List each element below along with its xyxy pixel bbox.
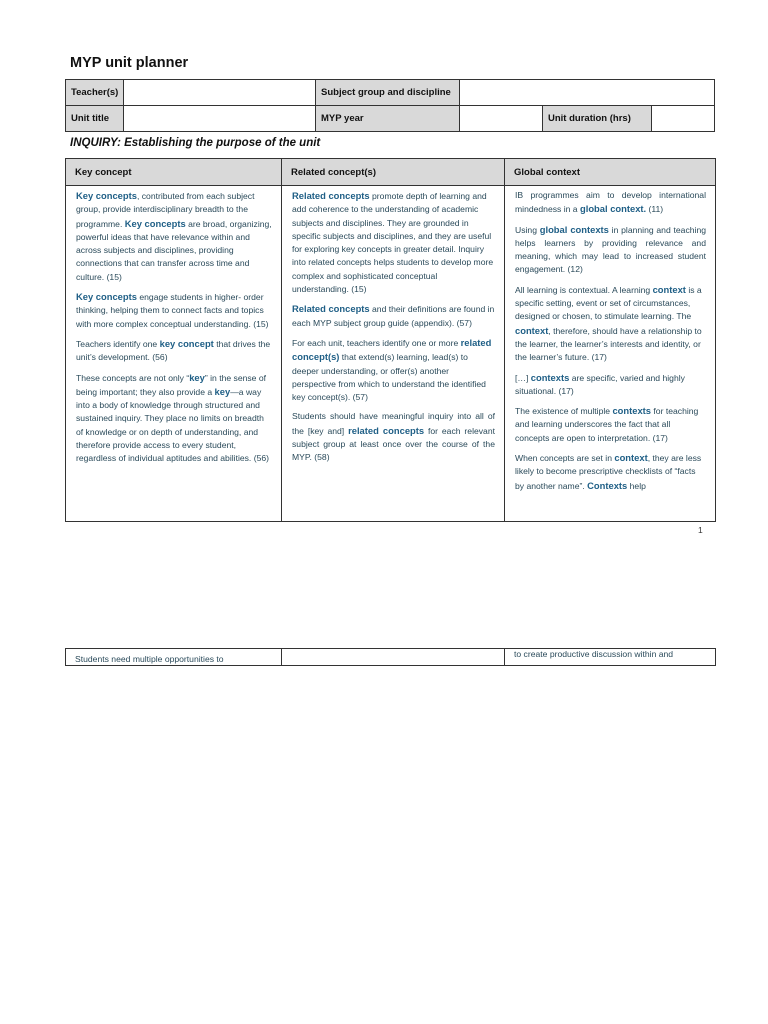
global-context-paragraph xyxy=(515,451,706,493)
global-context-paragraph xyxy=(515,189,706,217)
body-text: These concepts are not only “ xyxy=(76,372,190,383)
body-text: , they are less likely to become prescriptive checklists of “facts by another name”. xyxy=(515,453,702,491)
key-concept-paragraph xyxy=(76,337,272,365)
body-text: , contributed from each subject group, provide interdisciplinary breadth to the programme. xyxy=(76,191,255,229)
inquiry-prefix: INQUIRY: xyxy=(70,137,121,149)
body-text: engage students in higher- order thinking, helping them to connect facts and topics with more complex conceptual understanding. (15) xyxy=(76,292,269,329)
keyword-text: related concepts xyxy=(348,424,425,436)
body-text: ” in the sense of being important; they also provide a xyxy=(76,372,267,397)
keyword-text: Key concepts xyxy=(124,217,186,229)
column-header-related-concepts: Related concept(s) xyxy=(282,159,505,186)
body-text: is a specific setting, event or set of circumstances, designed or chosen, to stimulate learning. The xyxy=(515,284,702,322)
global-context-paragraph xyxy=(515,223,706,277)
body-text: help xyxy=(627,480,646,491)
keyword-text: contexts xyxy=(612,405,652,417)
body-text: in planning and teaching helps learners by providing relevance and meaning, which may lead to increased student engagement. (12) xyxy=(515,224,706,275)
inquiry-subtitle: Establishing the purpose of the unit xyxy=(120,137,321,149)
body-text: and their definitions are found in each MYP subject group guide (appendix). (57) xyxy=(292,304,495,328)
key-concept-cell[interactable] xyxy=(66,186,282,522)
key-concept-paragraph xyxy=(76,290,272,331)
teachers-field[interactable] xyxy=(124,80,316,106)
body-text: All learning is contextual. A learning xyxy=(515,284,653,295)
body-text: The existence of multiple xyxy=(515,406,613,417)
body-text: Teachers identify one xyxy=(76,338,160,349)
key-concept-text xyxy=(76,189,272,521)
subject-group-field[interactable] xyxy=(460,80,715,106)
keyword-text: context xyxy=(652,283,686,295)
global-context-cell[interactable] xyxy=(505,186,716,522)
keyword-text: context xyxy=(614,452,648,464)
body-text: Students should have meaningful inquiry into all of the [key and] xyxy=(292,411,495,436)
unit-duration-field[interactable] xyxy=(652,106,715,132)
keyword-text: Key concepts xyxy=(76,291,137,303)
keyword-text: context xyxy=(515,324,549,336)
related-concept-paragraph xyxy=(292,410,495,464)
global-context-paragraph xyxy=(515,283,706,365)
related-concept-paragraph xyxy=(292,189,495,296)
related-concept-paragraph xyxy=(292,302,495,330)
key-concept-paragraph xyxy=(76,189,272,284)
keyword-text: global contexts xyxy=(539,223,609,235)
column-header-global-context: Global context xyxy=(505,159,716,186)
keyword-text: key xyxy=(214,385,231,397)
keyword-text: global context. xyxy=(579,203,647,215)
body-text: , therefore, should have a relationship to the learner, the learner’s interests and identity, or the learner’s future. (17) xyxy=(515,325,702,363)
keyword-text: Contexts xyxy=(587,479,628,491)
body-text: For each unit, teachers identify one or more xyxy=(292,337,461,348)
body-text: for teaching and learning underscores the fact that all concepts are open to interpretation. (17) xyxy=(515,406,699,443)
keyword-text: key xyxy=(189,371,205,383)
body-text: IB programmes aim to develop international mindedness in a xyxy=(515,190,706,215)
continuation-global-context-text: to create productive discussion within and xyxy=(514,649,674,659)
keyword-text: Related concepts xyxy=(292,190,370,201)
keyword-text: Key concepts xyxy=(76,190,137,201)
keyword-text: related concept(s) xyxy=(292,336,492,363)
column-header-key-concept: Key concept xyxy=(66,159,282,186)
global-context-paragraph xyxy=(515,371,706,399)
body-text: When concepts are set in xyxy=(515,453,615,464)
keyword-text: Related concepts xyxy=(292,303,370,315)
body-text: that extend(s) learning, lead(s) to deeper understanding, or offer(s) another perspective from which to understand the identified key concept(s). (57) xyxy=(292,352,486,403)
continuation-key-concept-cell[interactable] xyxy=(66,649,282,666)
inquiry-table xyxy=(65,158,716,522)
unit-duration-label: Unit duration (hrs) xyxy=(543,106,652,132)
unit-title-label: Unit title xyxy=(66,106,124,132)
myp-year-label: MYP year xyxy=(316,106,460,132)
body-text: —a way into a body of knowledge through structured and sustained inquiry. They place no limits on breadth of knowledge or on depth of understanding, and therefore provide access to every student, regardless of individual aptitudes and abilities. (56) xyxy=(76,386,269,464)
section-heading-inquiry xyxy=(70,137,320,149)
key-concept-paragraph xyxy=(76,371,272,466)
unit-header-table xyxy=(65,79,715,132)
related-concept-paragraph xyxy=(292,336,495,404)
keyword-text: key concept xyxy=(159,337,214,349)
page-title: MYP unit planner xyxy=(70,55,189,71)
related-concept-cell[interactable] xyxy=(282,186,505,522)
body-text: promote depth of learning and add coherence to the understanding of academic subjects and disciplines. They are grounded in specific subjects and disciplines, and they are useful for exploring key concepts in greater detail. Inquiry into related concepts helps students to develop more complex and sophisticated conceptual understanding. (15) xyxy=(292,191,494,295)
continuation-table xyxy=(65,648,716,666)
teachers-label: Teacher(s) xyxy=(66,80,124,106)
unit-title-field[interactable] xyxy=(124,106,316,132)
related-concept-text xyxy=(292,189,495,521)
body-text: for each relevant subject group at least once over the course of the MYP. (58) xyxy=(292,425,495,463)
continuation-global-context-cell[interactable] xyxy=(505,649,716,666)
body-text: are broad, organizing, powerful ideas that have relevance within and across subjects and disciplines, providing connections that can transfer across time and culture. (15) xyxy=(76,218,272,282)
subject-group-label: Subject group and discipline xyxy=(316,80,460,106)
continuation-related-concept-cell[interactable] xyxy=(282,649,505,666)
global-context-text xyxy=(515,189,706,521)
body-text: […] xyxy=(515,372,531,383)
keyword-text: contexts xyxy=(530,371,570,383)
myp-year-field[interactable] xyxy=(460,106,543,132)
body-text: (11) xyxy=(646,204,664,215)
page-number: 1 xyxy=(698,525,703,535)
body-text: are specific, varied and highly situational. (17) xyxy=(515,372,685,396)
global-context-paragraph xyxy=(515,404,706,445)
body-text: Using xyxy=(515,224,540,235)
body-text: that drives the unit’s development. (56) xyxy=(76,338,271,363)
continuation-key-concept-text: Students need multiple opportunities to xyxy=(75,654,224,664)
